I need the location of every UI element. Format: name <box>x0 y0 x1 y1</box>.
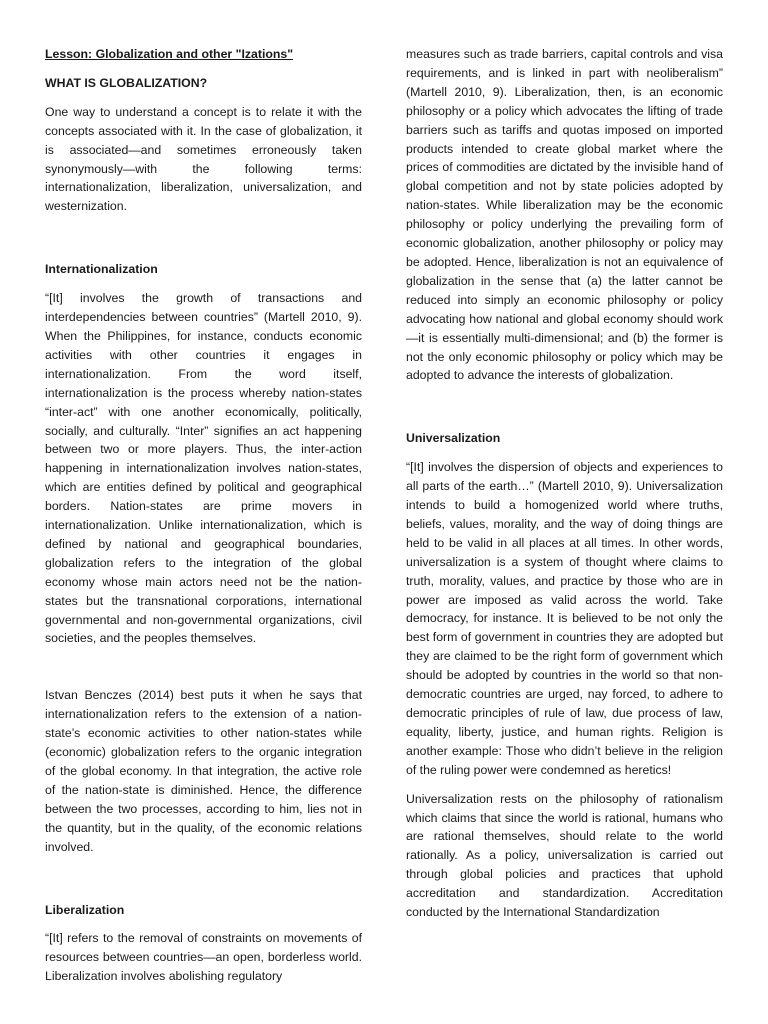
internationalization-paragraph-2: Istvan Benczes (2014) best puts it when he says that internationalization refers to the extension of a nation-state’s economic activities to other nation-states while (economic) globalization refers to the organic integration of the global economy. In that integration, the active role of the nation-state is diminished. Hence, the difference between the two processes, according to him, lies not in the quantity, but in the quality, of the economic relations involved. <box>45 688 362 854</box>
universalization-heading: Universalization <box>406 431 501 446</box>
universalization-paragraph-2: Universalization rests on the philosophy of rationalism which claims that since the world is rational, humans who are rational themselves, should relate to the world rationally. As a policy, universalization is carried out through global policies and practices that uphold accreditation and standardization. Accreditation conducted by the International Standardization <box>406 791 723 920</box>
lesson-title: Lesson: Globalization and other "Izations" <box>45 47 294 61</box>
right-column <box>406 45 723 922</box>
intro-paragraph: One way to understand a concept is to relate it with the concepts associated with it. In the case of globalization, it is associated—and sometimes erroneously taken synonymously—with the following terms: internationalization, liberalization, universalization, and westernization. <box>45 104 362 214</box>
internationalization-heading: Internationalization <box>45 262 158 277</box>
main-heading: WHAT IS GLOBALIZATION? <box>45 75 208 90</box>
universalization-paragraph-1: “[It] involves the dispersion of objects and experiences to all parts of the earth…” (Martell 2010, 9). Universalization intends to build a homogenized world where truths, beliefs, values, morality, and the way of doing things are held to be valid in all places at all times. In other words, universalization is a system of thought where claims to truth, morality, values, and practice by those who are in power are imposed as valid across the world. Take democracy, for instance. It is believed to be not only the best form of government in countries they are adopted but they are claimed to be the right form of government which should be adopted by countries in the world so that non-democratic countries are urged, nay forced, to adhere to democratic principles of rule of law, due process of law, equality, liberty, justice, and human rights. Religion is another example: Those who didn’t believe in the religion of the ruling power were condemned as heretics! <box>406 460 723 777</box>
left-column <box>45 45 362 986</box>
liberalization-heading: Liberalization <box>45 902 125 917</box>
liberalization-paragraph-continued: measures such as trade barriers, capital controls and visa requirements, and is linked in part with neoliberalism” (Martell 2010, 9). Liberalization, then, is an economic philosophy or a policy which advocates the lifting of trade barriers such as tariffs and quotas imposed on imported products intended to create global market where the prices of commodities are dictated by the invisible hand of global competition and not by state policies adopted by nation-states. While liberalization may be the economic philosophy or policy underlying the prevailing form of economic globalization, another philosophy or policy may be adopted. Hence, liberalization is not an equivalence of globalization in the sense that (a) the latter cannot be reduced into simply an economic philosophy or policy advocating how national and global economy should work—it is essentially multi-dimensional; and (b) the former is not the only economic philosophy or policy which may be adopted to advance the interests of globalization. <box>406 47 723 383</box>
internationalization-paragraph-1: “[It] involves the growth of transactions and interdependencies between countries” (Martell 2010, 9). When the Philippines, for instance, conducts economic activities with other countries it engages in internationalization. From the word itself, internationalization is the process whereby nation-states “inter-act” with one another economically, politically, socially, and culturally. “Inter” signifies an act happening between two or more players. Thus, the inter-action happening in internationalization involves nation-states, which are entities defined by political and geographical borders. Nation-states are prime movers in internationalization. Unlike internationalization, which is defined by national and geographical boundaries, globalization refers to the integration of the global economy whose main actors need not be the nation-states but the transnational corporations, international governmental and non-governmental organizations, civil societies, and the peoples themselves. <box>45 291 362 646</box>
liberalization-paragraph-start: “[It] refers to the removal of constraints on movements of resources between countries—an open, borderless world. Liberalization involves abolishing regulatory <box>45 931 362 984</box>
